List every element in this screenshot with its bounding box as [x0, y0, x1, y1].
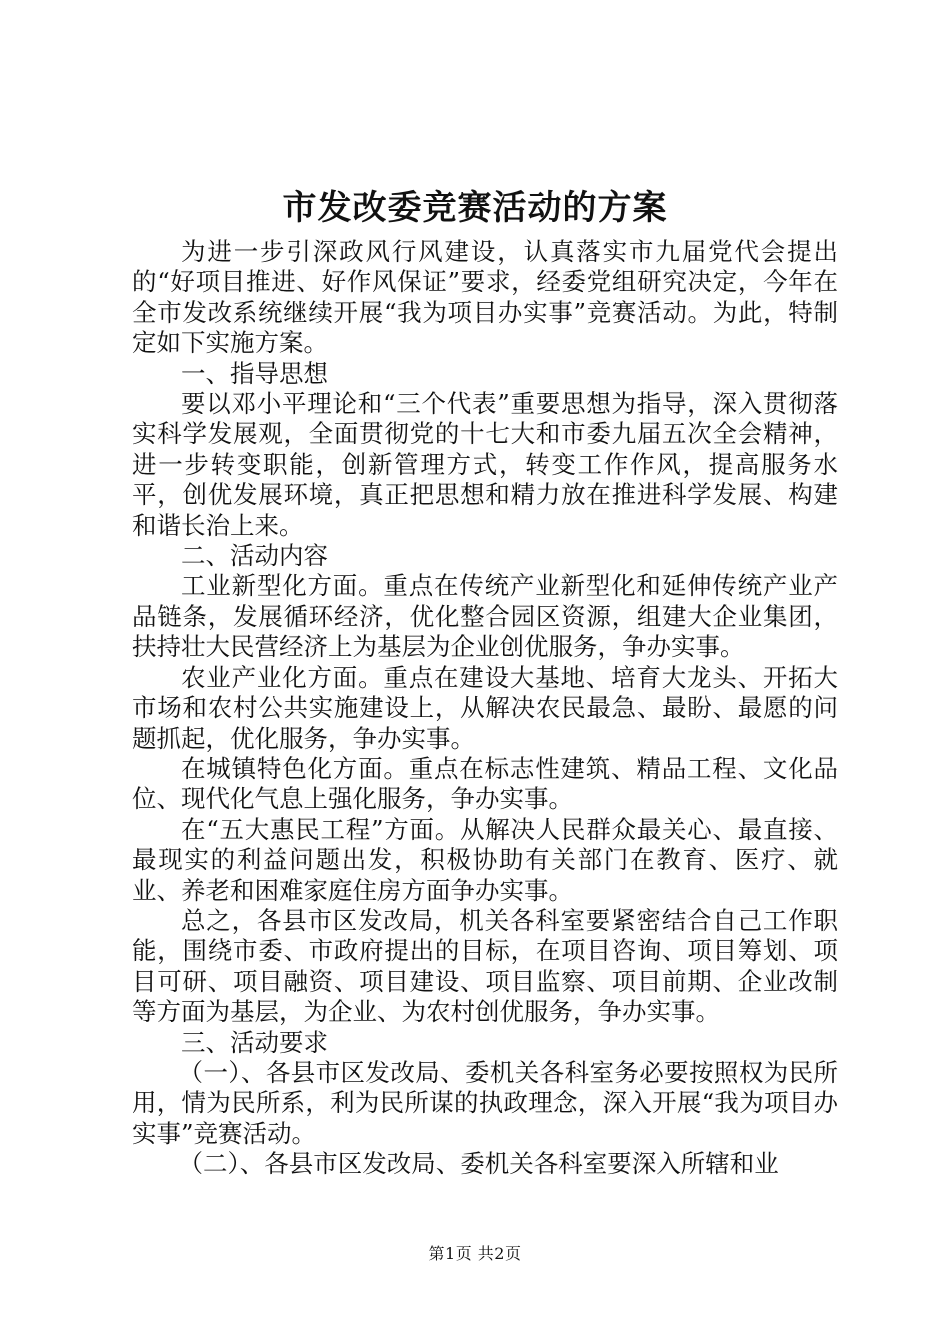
paragraph-requirement-1: （一）、各县市区发改局、委机关各科室务必要按照权为民所用，情为民所系，利为民所谋的执政理念，深入开展“我为项目办实事”竞赛活动。: [132, 1057, 838, 1148]
paragraph-guiding-ideology: 要以邓小平理论和“三个代表”重要思想为指导，深入贯彻落实科学发展观，全面贯彻党的十七大和市委九届五次全会精神，进一步转变职能，创新管理方式，转变工作作风，提高服务水平，创优发展环境，真正把思想和精力放在推进科学发展、构建和谐长治上来。: [132, 389, 838, 540]
section-heading-activity-requirements: 三、活动要求: [181, 1027, 328, 1057]
paragraph-livelihood: 在“五大惠民工程”方面。从解决人民群众最关心、最直接、最现实的利益问题出发，积极协助有关部门在教育、医疗、就业、养老和困难家庭住房方面争办实事。: [132, 814, 838, 905]
section-heading-activity-content: 二、活动内容: [181, 541, 328, 571]
paragraph-requirement-2: （二）、各县市区发改局、委机关各科室要深入所辖和业: [178, 1149, 779, 1179]
section-heading-guiding-ideology: 一、指导思想: [181, 358, 328, 388]
document-body: [132, 237, 838, 1180]
paragraph-industry: 工业新型化方面。重点在传统产业新型化和延伸传统产业产品链条，发展循环经济，优化整合园区资源，组建大企业集团，扶持壮大民营经济上为基层为企业创优服务，争办实事。: [132, 571, 838, 662]
paragraph-agriculture: 农业产业化方面。重点在建设大基地、培育大龙头、开拓大市场和农村公共实施建设上，从解决农民最急、最盼、最愿的问题抓起，优化服务，争办实事。: [132, 662, 838, 753]
page-number-footer: 第1页 共2页: [428, 1244, 522, 1263]
paragraph-summary: 总之，各县市区发改局，机关各科室要紧密结合自己工作职能，围绕市委、市政府提出的目标，在项目咨询、项目筹划、项目可研、项目融资、项目建设、项目监察、项目前期、企业改制等方面为基层，为企业、为农村创优服务，争办实事。: [132, 905, 838, 1027]
document-title: 市发改委竞赛活动的方案: [282, 188, 668, 228]
paragraph-urban: 在城镇特色化方面。重点在标志性建筑、精品工程、文化品位、现代化气息上强化服务，争办实事。: [132, 753, 838, 814]
paragraph-intro: 为进一步引深政风行风建设，认真落实市九届党代会提出的“好项目推进、好作风保证”要求，经委党组研究决定，今年在全市发改系统继续开展“我为项目办实事”竞赛活动。为此，特制定如下实施方案。: [132, 237, 838, 358]
